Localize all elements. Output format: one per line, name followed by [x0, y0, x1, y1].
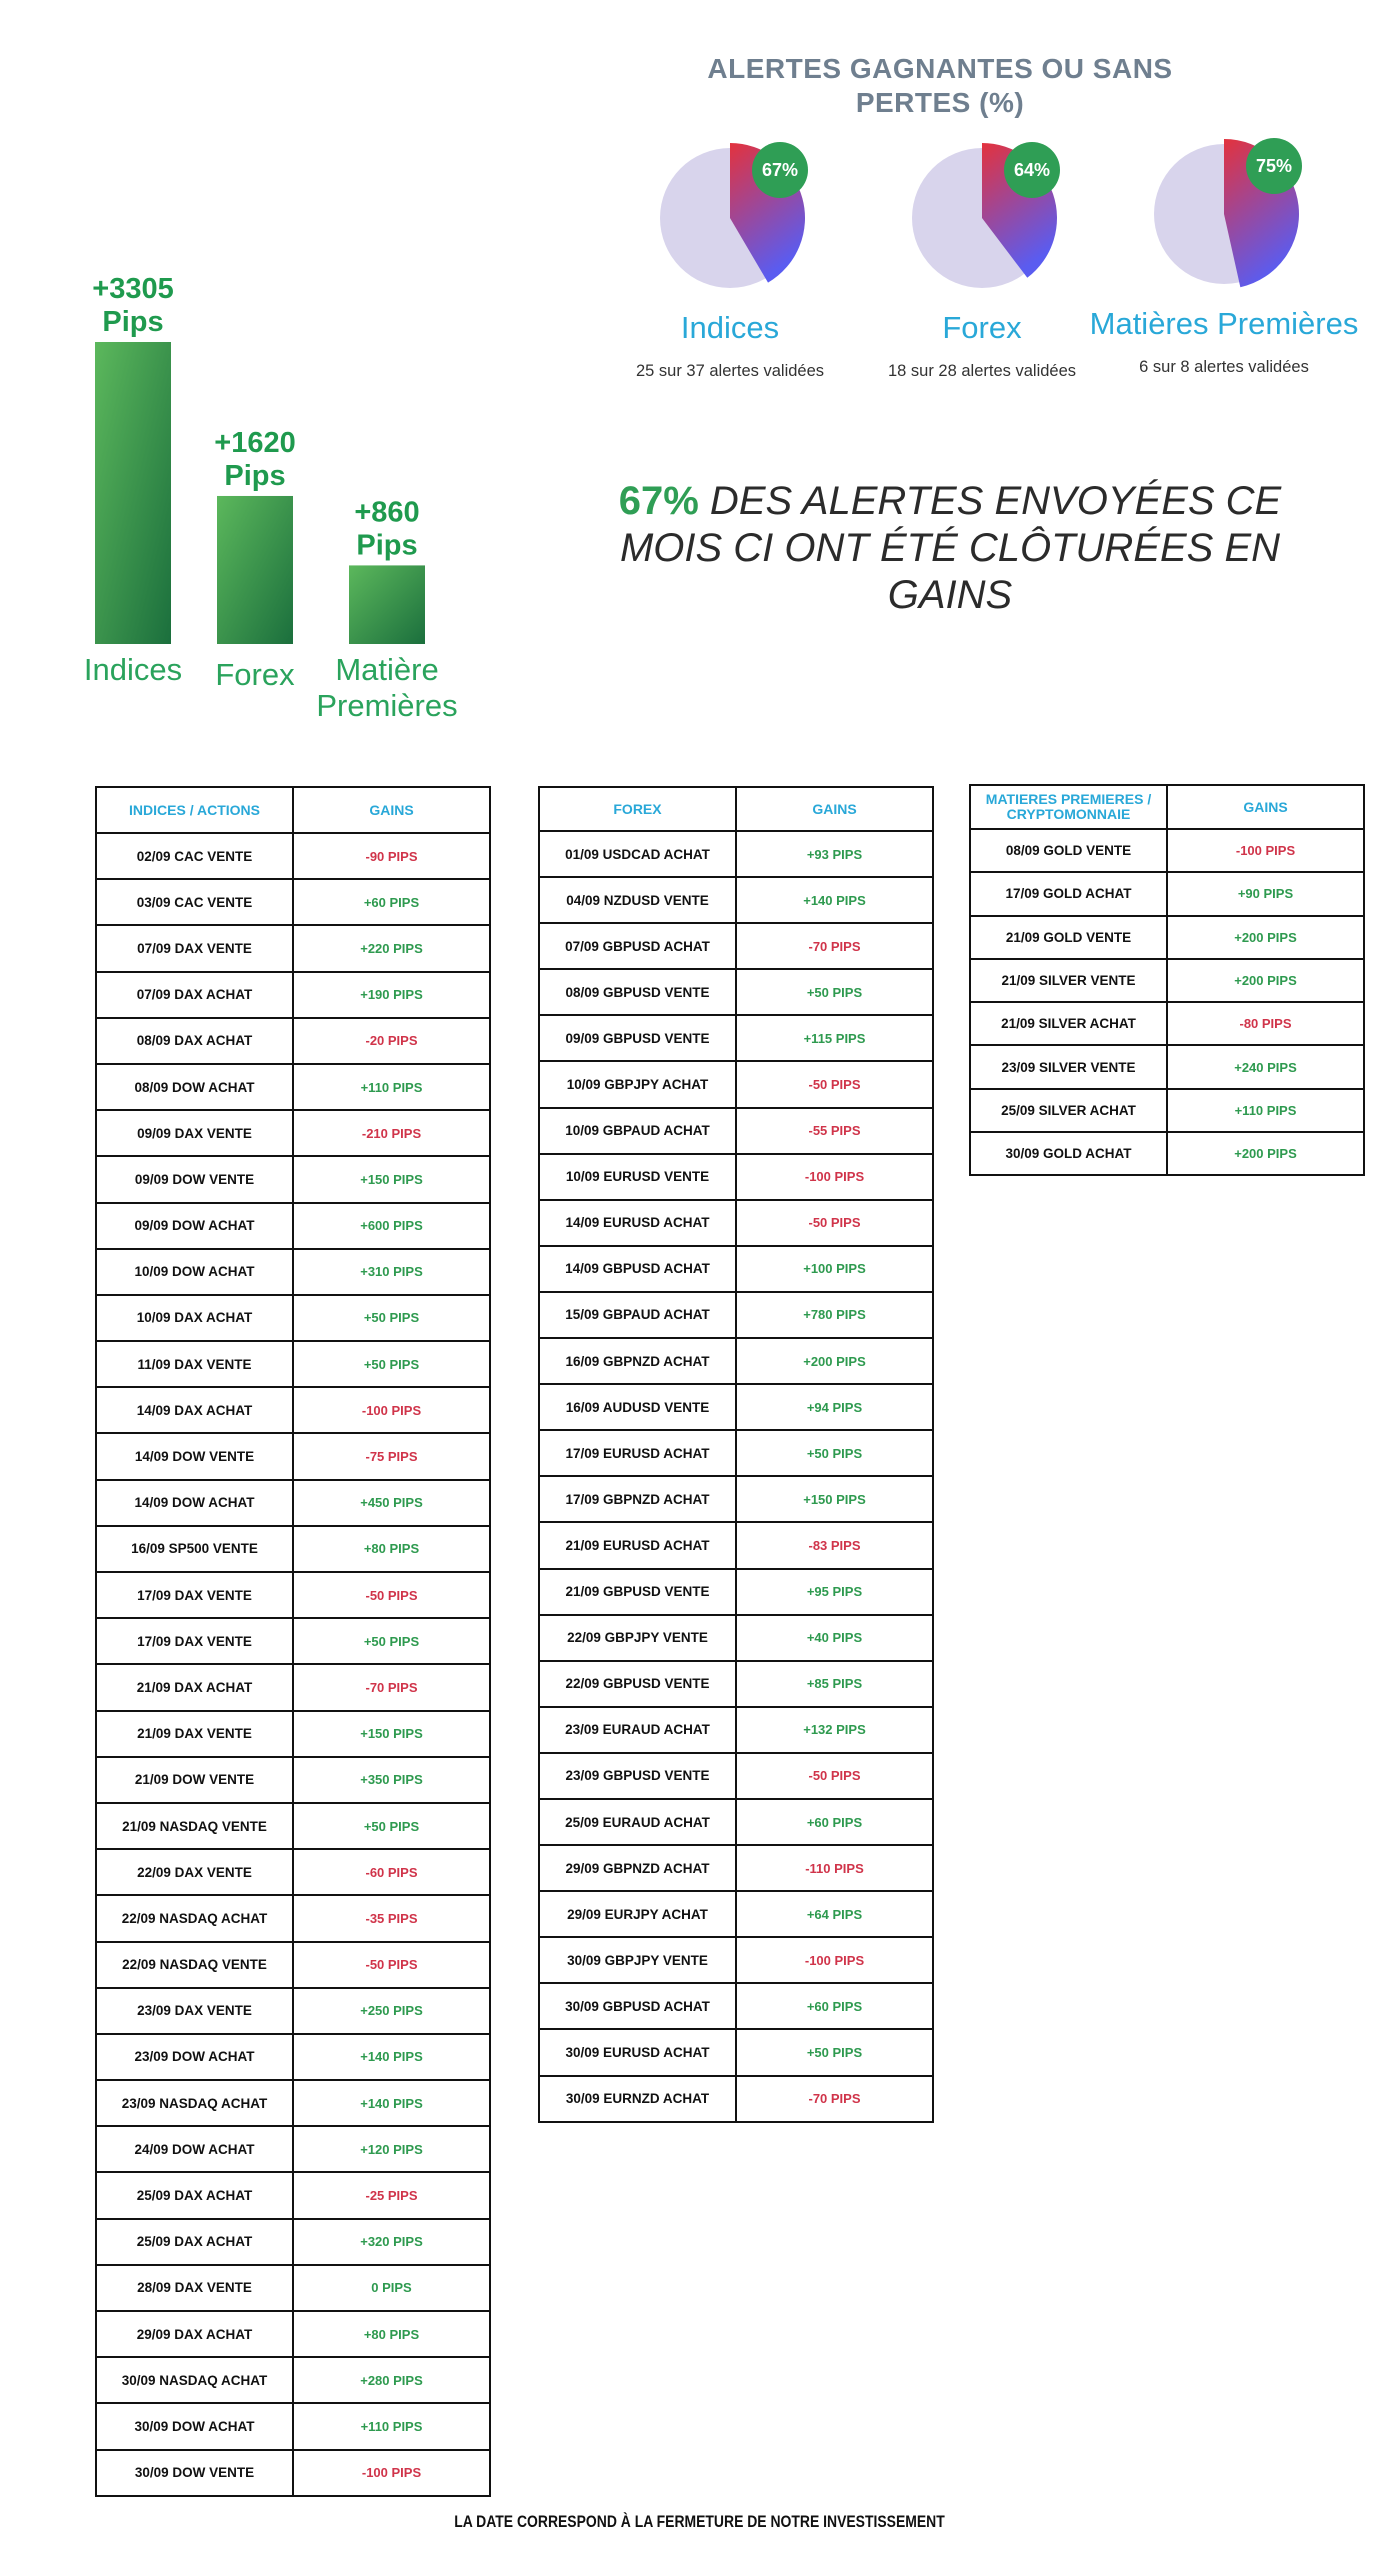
table-row — [96, 2265, 490, 2311]
table-row — [96, 1341, 490, 1387]
gains-cell: -55 PIPS — [736, 1108, 933, 1154]
table-row — [96, 1803, 490, 1849]
gains-cell: +220 PIPS — [293, 925, 490, 971]
alert-cell: 30/09 DOW ACHAT — [96, 2403, 293, 2449]
gains-cell: +120 PIPS — [293, 2126, 490, 2172]
alert-cell: 08/09 GOLD VENTE — [970, 829, 1167, 872]
table-row — [539, 1799, 933, 1845]
gains-cell: +85 PIPS — [736, 1661, 933, 1707]
gains-cell: +600 PIPS — [293, 1203, 490, 1249]
table-row — [539, 1845, 933, 1891]
table-row — [96, 1480, 490, 1526]
gains-cell: +150 PIPS — [736, 1476, 933, 1522]
column-header-asset: FOREX — [539, 787, 736, 831]
alert-cell: 04/09 NZDUSD VENTE — [539, 877, 736, 923]
gains-cell: -80 PIPS — [1167, 1002, 1364, 1045]
gains-cell: -110 PIPS — [736, 1845, 933, 1891]
pie-chart-matieres — [1084, 134, 1364, 304]
alert-cell: 30/09 GBPJPY VENTE — [539, 1937, 736, 1983]
gains-cell: +80 PIPS — [293, 1526, 490, 1572]
table-row — [539, 1891, 933, 1937]
table-row — [96, 879, 490, 925]
table-row — [96, 1942, 490, 1988]
alert-cell: 08/09 GBPUSD VENTE — [539, 969, 736, 1015]
alert-cell: 25/09 DAX ACHAT — [96, 2172, 293, 2218]
alert-cell: 23/09 DAX VENTE — [96, 1988, 293, 2034]
alert-cell: 10/09 GBPAUD ACHAT — [539, 1108, 736, 1154]
alert-cell: 17/09 EURUSD ACHAT — [539, 1430, 736, 1476]
gains-cell: +40 PIPS — [736, 1615, 933, 1661]
gains-cell: +132 PIPS — [736, 1707, 933, 1753]
table-row — [96, 2080, 490, 2126]
pie-matieres — [1084, 134, 1364, 394]
table-row — [96, 1711, 490, 1757]
pie-caption: 18 sur 28 alertes validées — [887, 362, 1077, 380]
gains-cell: -100 PIPS — [1167, 829, 1364, 872]
alert-cell: 10/09 EURUSD VENTE — [539, 1154, 736, 1200]
alert-cell: 09/09 GBPUSD VENTE — [539, 1015, 736, 1061]
gains-cell: +110 PIPS — [293, 2403, 490, 2449]
alert-cell: 30/09 GOLD ACHAT — [970, 1132, 1167, 1175]
alert-cell: 07/09 DAX VENTE — [96, 925, 293, 971]
bar-1 — [217, 496, 293, 644]
table-row — [96, 1110, 490, 1156]
gains-cell: +140 PIPS — [736, 877, 933, 923]
gains-cell: -210 PIPS — [293, 1110, 490, 1156]
alert-cell: 30/09 EURNZD ACHAT — [539, 2076, 736, 2122]
pie-name: Indices — [680, 310, 780, 345]
gains-cell: +110 PIPS — [293, 1064, 490, 1110]
alert-cell: 10/09 DAX ACHAT — [96, 1295, 293, 1341]
gains-cell: -50 PIPS — [736, 1061, 933, 1107]
gains-cell: +150 PIPS — [293, 1711, 490, 1757]
table-row — [539, 1707, 933, 1753]
table-row — [96, 2126, 490, 2172]
gains-cell: -50 PIPS — [293, 1572, 490, 1618]
pie-caption: 25 sur 37 alertes validées — [635, 362, 825, 380]
table-row — [539, 1615, 933, 1661]
alert-cell: 28/09 DAX VENTE — [96, 2265, 293, 2311]
gains-cell: +115 PIPS — [736, 1015, 933, 1061]
table-row — [539, 1061, 933, 1107]
table-row — [539, 1154, 933, 1200]
gains-cell: -70 PIPS — [736, 923, 933, 969]
gains-cell: +110 PIPS — [1167, 1089, 1364, 1132]
table-row — [970, 1002, 1364, 1045]
gains-cell: -50 PIPS — [293, 1942, 490, 1988]
gains-cell: -35 PIPS — [293, 1895, 490, 1941]
table-row — [96, 2450, 490, 2496]
gains-cell: -20 PIPS — [293, 1018, 490, 1064]
alert-cell: 23/09 SILVER VENTE — [970, 1045, 1167, 1088]
table-row — [539, 1108, 933, 1154]
gains-cell: -50 PIPS — [736, 1753, 933, 1799]
column-header-gains: GAINS — [736, 787, 933, 831]
table-row — [96, 1526, 490, 1572]
alert-cell: 23/09 NASDAQ ACHAT — [96, 2080, 293, 2126]
pie-indices — [590, 138, 870, 398]
table-row — [539, 1384, 933, 1430]
gains-cell: -90 PIPS — [293, 833, 490, 879]
table-row — [96, 2034, 490, 2080]
alert-cell: 29/09 GBPNZD ACHAT — [539, 1845, 736, 1891]
matieres-table — [969, 784, 1365, 1176]
bar-category-label: Matière Premières — [316, 652, 458, 723]
gains-cell: +250 PIPS — [293, 1988, 490, 2034]
table-row — [96, 1387, 490, 1433]
table-row — [96, 2219, 490, 2265]
gains-cell: +50 PIPS — [293, 1295, 490, 1341]
table-row — [96, 1895, 490, 1941]
footnote: LA DATE CORRESPOND À LA FERMETURE DE NOTRE INVESTISSEMENT — [454, 2512, 945, 2531]
table-row — [96, 1757, 490, 1803]
table-row — [539, 1200, 933, 1246]
table-row — [539, 969, 933, 1015]
gains-cell: +140 PIPS — [293, 2080, 490, 2126]
table-row — [539, 2076, 933, 2122]
headline — [600, 478, 1300, 619]
alert-cell: 17/09 DAX VENTE — [96, 1618, 293, 1664]
gains-cell: +95 PIPS — [736, 1569, 933, 1615]
alert-cell: 21/09 NASDAQ VENTE — [96, 1803, 293, 1849]
table-row — [96, 1618, 490, 1664]
alert-cell: 11/09 DAX VENTE — [96, 1341, 293, 1387]
alert-cell: 21/09 GBPUSD VENTE — [539, 1569, 736, 1615]
alert-cell: 29/09 DAX ACHAT — [96, 2311, 293, 2357]
table-row — [96, 1295, 490, 1341]
pies-title: ALERTES GAGNANTES OU SANS PERTES (%) — [707, 53, 1173, 118]
alert-cell: 10/09 GBPJPY ACHAT — [539, 1061, 736, 1107]
table-row — [539, 1569, 933, 1615]
alert-cell: 23/09 DOW ACHAT — [96, 2034, 293, 2080]
table-row — [96, 925, 490, 971]
table-row — [96, 1664, 490, 1710]
gains-cell: +93 PIPS — [736, 831, 933, 877]
gains-cell: +60 PIPS — [293, 879, 490, 925]
alert-cell: 09/09 DAX VENTE — [96, 1110, 293, 1156]
gains-cell: +64 PIPS — [736, 1891, 933, 1937]
table-row — [539, 1246, 933, 1292]
pie-forex — [842, 138, 1122, 398]
gains-cell: +190 PIPS — [293, 972, 490, 1018]
gains-cell: +200 PIPS — [736, 1338, 933, 1384]
gains-cell: +310 PIPS — [293, 1249, 490, 1295]
bar-0 — [95, 342, 171, 644]
table-row — [96, 972, 490, 1018]
gains-cell: +50 PIPS — [736, 2029, 933, 2075]
gains-cell: -50 PIPS — [736, 1200, 933, 1246]
gains-cell: +50 PIPS — [293, 1803, 490, 1849]
alert-cell: 08/09 DAX ACHAT — [96, 1018, 293, 1064]
table-row — [539, 1430, 933, 1476]
gains-cell: -70 PIPS — [736, 2076, 933, 2122]
alert-cell: 25/09 DAX ACHAT — [96, 2219, 293, 2265]
table-row — [539, 1015, 933, 1061]
gains-cell: -25 PIPS — [293, 2172, 490, 2218]
alert-cell: 21/09 SILVER VENTE — [970, 959, 1167, 1002]
gains-cell: +280 PIPS — [293, 2357, 490, 2403]
alert-cell: 21/09 DOW VENTE — [96, 1757, 293, 1803]
alert-cell: 03/09 CAC VENTE — [96, 879, 293, 925]
gains-cell: +240 PIPS — [1167, 1045, 1364, 1088]
gains-cell: -100 PIPS — [736, 1937, 933, 1983]
gains-cell: +320 PIPS — [293, 2219, 490, 2265]
gains-cell: +60 PIPS — [736, 1799, 933, 1845]
table-row — [539, 877, 933, 923]
bar-value-label: +3305 Pips — [92, 273, 174, 338]
gains-cell: +80 PIPS — [293, 2311, 490, 2357]
gains-cell: +150 PIPS — [293, 1156, 490, 1202]
gains-cell: +200 PIPS — [1167, 959, 1364, 1002]
gains-cell: +350 PIPS — [293, 1757, 490, 1803]
gains-cell: +50 PIPS — [736, 969, 933, 1015]
alert-cell: 15/09 GBPAUD ACHAT — [539, 1292, 736, 1338]
table-row — [539, 923, 933, 969]
gains-cell: +100 PIPS — [736, 1246, 933, 1292]
table-row — [96, 2311, 490, 2357]
alert-cell: 22/09 GBPUSD VENTE — [539, 1661, 736, 1707]
table-row — [539, 831, 933, 877]
gains-cell: -83 PIPS — [736, 1522, 933, 1568]
gains-cell: +50 PIPS — [293, 1341, 490, 1387]
alert-cell: 22/09 NASDAQ ACHAT — [96, 1895, 293, 1941]
gains-cell: -100 PIPS — [293, 2450, 490, 2496]
alert-cell: 22/09 NASDAQ VENTE — [96, 1942, 293, 1988]
alert-cell: 25/09 EURAUD ACHAT — [539, 1799, 736, 1845]
alert-cell: 21/09 EURUSD ACHAT — [539, 1522, 736, 1568]
gains-cell: +450 PIPS — [293, 1480, 490, 1526]
alert-cell: 21/09 GOLD VENTE — [970, 916, 1167, 959]
alert-cell: 22/09 GBPJPY VENTE — [539, 1615, 736, 1661]
alert-cell: 17/09 GOLD ACHAT — [970, 872, 1167, 915]
alert-cell: 30/09 GBPUSD ACHAT — [539, 1983, 736, 2029]
gains-cell: -75 PIPS — [293, 1433, 490, 1479]
bar-category-label: Forex — [215, 657, 295, 692]
alert-cell: 16/09 AUDUSD VENTE — [539, 1384, 736, 1430]
alert-cell: 16/09 SP500 VENTE — [96, 1526, 293, 1572]
alert-cell: 08/09 DOW ACHAT — [96, 1064, 293, 1110]
alert-cell: 01/09 USDCAD ACHAT — [539, 831, 736, 877]
percent-badge-label: 67% — [761, 160, 799, 180]
alert-cell: 14/09 DOW ACHAT — [96, 1480, 293, 1526]
table-row — [539, 1338, 933, 1384]
bar-value-label: +1620 Pips — [214, 426, 296, 492]
table-row — [539, 1753, 933, 1799]
headline-text: DES ALERTES ENVOYÉES CE MOIS CI ONT ÉTÉ CLÔTURÉES EN GAINS — [619, 479, 1282, 617]
gains-cell: -60 PIPS — [293, 1849, 490, 1895]
alert-cell: 02/09 CAC VENTE — [96, 833, 293, 879]
pie-chart-forex — [842, 138, 1122, 308]
percent-badge-label: 64% — [1013, 160, 1051, 180]
table-row — [539, 2029, 933, 2075]
table-row — [96, 1064, 490, 1110]
table-row — [96, 1249, 490, 1295]
alert-cell: 14/09 EURUSD ACHAT — [539, 1200, 736, 1246]
pie-chart-indices — [590, 138, 870, 308]
column-header-gains: GAINS — [1167, 785, 1364, 829]
alert-cell: 29/09 EURJPY ACHAT — [539, 1891, 736, 1937]
alert-cell: 14/09 GBPUSD ACHAT — [539, 1246, 736, 1292]
table-row — [539, 1661, 933, 1707]
gains-cell: +50 PIPS — [293, 1618, 490, 1664]
gains-cell: +780 PIPS — [736, 1292, 933, 1338]
table-row — [96, 1203, 490, 1249]
gains-cell: -100 PIPS — [736, 1154, 933, 1200]
alert-cell: 07/09 GBPUSD ACHAT — [539, 923, 736, 969]
bar-2 — [349, 565, 425, 644]
table-row — [539, 1292, 933, 1338]
gains-cell: -70 PIPS — [293, 1664, 490, 1710]
table-row — [970, 829, 1364, 872]
gains-cell: -100 PIPS — [293, 1387, 490, 1433]
table-row — [96, 1849, 490, 1895]
table-row — [96, 1433, 490, 1479]
alert-cell: 30/09 NASDAQ ACHAT — [96, 2357, 293, 2403]
table-row — [539, 1522, 933, 1568]
column-header-asset: INDICES / ACTIONS — [96, 787, 293, 833]
bar-category-label: Indices — [83, 652, 183, 687]
alert-cell: 30/09 DOW VENTE — [96, 2450, 293, 2496]
gains-cell: +50 PIPS — [736, 1430, 933, 1476]
alert-cell: 30/09 EURUSD ACHAT — [539, 2029, 736, 2075]
gains-cell: +60 PIPS — [736, 1983, 933, 2029]
table-row — [96, 1156, 490, 1202]
alert-cell: 23/09 GBPUSD VENTE — [539, 1753, 736, 1799]
alert-cell: 21/09 DAX VENTE — [96, 1711, 293, 1757]
alert-cell: 07/09 DAX ACHAT — [96, 972, 293, 1018]
alert-cell: 09/09 DOW VENTE — [96, 1156, 293, 1202]
gains-cell: +94 PIPS — [736, 1384, 933, 1430]
table-row — [970, 1045, 1364, 1088]
alert-cell: 21/09 SILVER ACHAT — [970, 1002, 1167, 1045]
gains-cell: +90 PIPS — [1167, 872, 1364, 915]
headline-percent: 67% — [618, 479, 699, 523]
alert-cell: 10/09 DOW ACHAT — [96, 1249, 293, 1295]
table-row — [970, 916, 1364, 959]
alert-cell: 17/09 DAX VENTE — [96, 1572, 293, 1618]
indices-table — [95, 786, 491, 2497]
alert-cell: 21/09 DAX ACHAT — [96, 1664, 293, 1710]
forex-table — [538, 786, 934, 2123]
alert-cell: 25/09 SILVER ACHAT — [970, 1089, 1167, 1132]
table-row — [96, 2403, 490, 2449]
alert-cell: 14/09 DAX ACHAT — [96, 1387, 293, 1433]
table-row — [970, 1089, 1364, 1132]
column-header-asset: MATIERES PREMIERES / CRYPTOMONNAIE — [970, 785, 1167, 829]
table-row — [970, 872, 1364, 915]
table-row — [970, 1132, 1364, 1175]
table-row — [539, 1983, 933, 2029]
alert-cell: 17/09 GBPNZD ACHAT — [539, 1476, 736, 1522]
column-header-gains: GAINS — [293, 787, 490, 833]
table-row — [539, 1476, 933, 1522]
pips-bar-chart — [0, 240, 520, 740]
pie-caption: 6 sur 8 alertes validées — [1139, 358, 1309, 376]
table-row — [539, 1937, 933, 1983]
alert-cell: 23/09 EURAUD ACHAT — [539, 1707, 736, 1753]
gains-cell: +200 PIPS — [1167, 1132, 1364, 1175]
pie-name: Forex — [942, 310, 1022, 345]
alert-cell: 09/09 DOW ACHAT — [96, 1203, 293, 1249]
table-row — [96, 2357, 490, 2403]
table-row — [970, 959, 1364, 1002]
gains-cell: +200 PIPS — [1167, 916, 1364, 959]
gains-cell: 0 PIPS — [293, 2265, 490, 2311]
alert-cell: 14/09 DOW VENTE — [96, 1433, 293, 1479]
table-row — [96, 833, 490, 879]
table-row — [96, 1018, 490, 1064]
alert-cell: 16/09 GBPNZD ACHAT — [539, 1338, 736, 1384]
bar-value-label: +860 Pips — [354, 496, 420, 562]
gains-cell: +140 PIPS — [293, 2034, 490, 2080]
alert-cell: 22/09 DAX VENTE — [96, 1849, 293, 1895]
table-row — [96, 1572, 490, 1618]
table-row — [96, 2172, 490, 2218]
table-row — [96, 1988, 490, 2034]
alert-cell: 24/09 DOW ACHAT — [96, 2126, 293, 2172]
pie-name: Matières Premières — [1089, 306, 1359, 341]
percent-badge-label: 75% — [1255, 156, 1293, 176]
